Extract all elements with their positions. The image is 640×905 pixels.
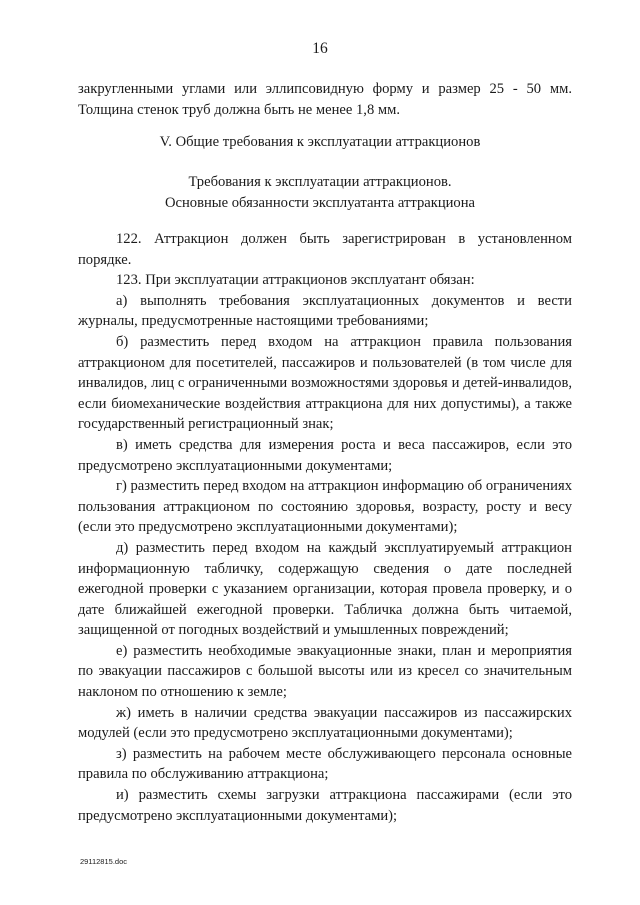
subsection-title-line-1: Требования к эксплуатации аттракционов. bbox=[188, 174, 452, 190]
item-i: и) разместить схемы загрузки аттракциона пассажирами (если это предусмотрено эксплуатационными документами); bbox=[78, 787, 572, 824]
requirements-body bbox=[78, 229, 572, 826]
item-g: г) разместить перед входом на аттракцион информацию об ограничениях пользования аттракционом по состоянию здоровья, возрасту, росту и весу (если это предусмотрено эксплуатационными документами); bbox=[78, 478, 572, 536]
continuation-line-2: Толщина стенок труб должна быть не менее 1,8 мм. bbox=[78, 101, 401, 118]
subsection-title bbox=[0, 172, 640, 213]
paragraph-122: 122. Аттракцион должен быть зарегистрирован в установленном порядке. bbox=[78, 231, 572, 268]
page-number: 16 bbox=[312, 40, 328, 57]
item-a: а) выполнять требования эксплуатационных документов и вести журналы, предусмотренные настоящими требованиями; bbox=[78, 292, 572, 330]
item-zh: ж) иметь в наличии средства эвакуации пассажиров из пассажирских модулей (если это предусмотрено эксплуатационными документами); bbox=[78, 704, 572, 742]
file-name-footer: 29112815.doc bbox=[80, 857, 127, 866]
subsection-title-line-2: Основные обязанности эксплуатанта аттракциона bbox=[164, 194, 476, 211]
item-b: б) разместить перед входом на аттракцион правила пользования аттракционом для посетителей, пассажиров и пользователей (в том числе для инвалидов, лиц с ограниченными возможностями здоровья и детей-инвалидов, если биомеханические воздействия аттракциона для них допустимы), а также государственный регистрационный знак; bbox=[78, 333, 572, 433]
continuation-text bbox=[78, 79, 572, 120]
item-v: в) иметь средства для измерения роста и веса пассажиров, если это предусмотрено эксплуатационными документами; bbox=[78, 436, 572, 474]
paragraph-123: 123. При эксплуатации аттракционов эксплуатант обязан: bbox=[116, 272, 475, 289]
section-title: V. Общие требования к эксплуатации аттракционов bbox=[159, 134, 481, 150]
item-z: з) разместить на рабочем месте обслуживающего персонала основные правила по обслуживанию аттракциона; bbox=[78, 745, 572, 783]
item-e: е) разместить необходимые эвакуационные знаки, план и мероприятия по эвакуации пассажиров с большой высоты или из кресел со значительным наклоном по отношению к земле; bbox=[78, 642, 572, 701]
continuation-line-1: закругленными углами или эллипсовидную форму и размер 25 - 50 мм. bbox=[78, 81, 572, 97]
item-d: д) разместить перед входом на каждый эксплуатируемый аттракцион информационную табличку, содержащую сведения о дате последней ежегодной проверки с указанием организации, которая провела проверку, и о дате ближайшей ежегодной проверки. Табличка должна быть читаемой, защищенной от погодных воздействий и умышленных повреждений; bbox=[78, 539, 572, 639]
